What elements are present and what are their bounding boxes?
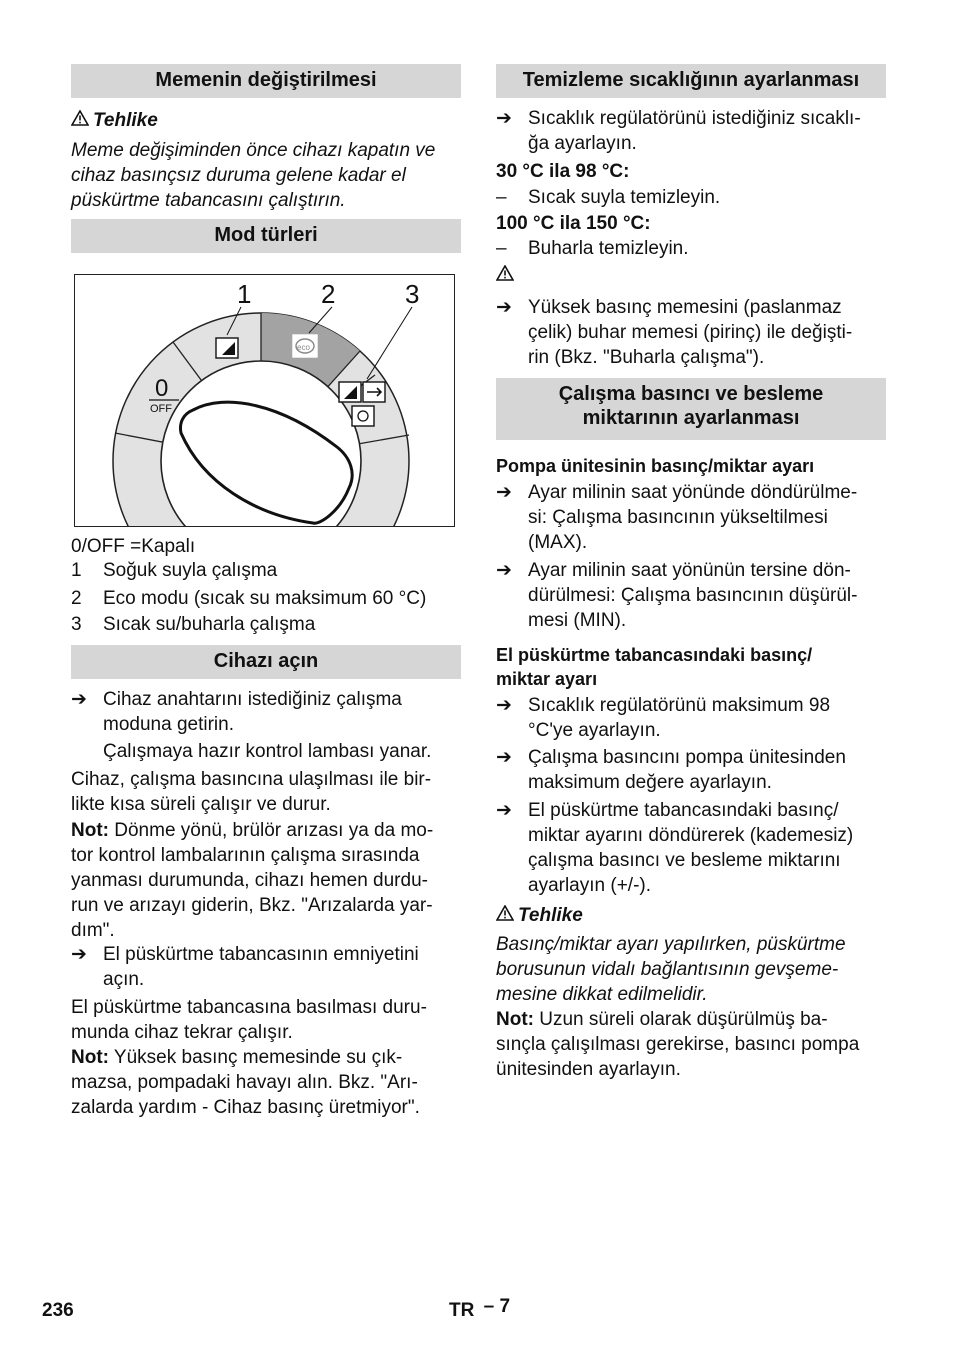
range-item: Sıcak suyla temizleyin. bbox=[528, 187, 721, 208]
dash-bullet: – bbox=[496, 238, 507, 259]
subheading-gun: El püskürtme tabancasındaki basınç/ bbox=[496, 645, 813, 665]
legend-off-key: 0/OFF = bbox=[71, 536, 142, 557]
note-line bbox=[71, 818, 433, 843]
step-text: ayarlayın (+/-). bbox=[528, 875, 652, 896]
footer-sep: – bbox=[483, 1296, 495, 1317]
section-heading-temperature: Temizleme sıcaklığının ayarlanması bbox=[496, 64, 886, 98]
step-text: Ayar milinin saat yönünün tersine dön- bbox=[528, 560, 851, 581]
legend-off bbox=[71, 534, 195, 559]
arrow-right-icon: ➔ bbox=[71, 944, 87, 965]
footer-num: 7 bbox=[499, 1296, 511, 1317]
dash-bullet: – bbox=[496, 187, 507, 208]
section-heading-pressure bbox=[496, 378, 886, 440]
paragraph-line: munda cihaz tekrar çalışır. bbox=[71, 1022, 293, 1043]
arrow-right-icon: ➔ bbox=[496, 297, 512, 318]
danger-text-line: borusunun vidalı bağlantısının gevşeme- bbox=[496, 959, 839, 980]
step-text: El püskürtme tabancasının emniyetini bbox=[103, 944, 419, 965]
page-number: 236 bbox=[42, 1300, 74, 1321]
paragraph-line: likte kısa süreli çalışır ve durur. bbox=[71, 794, 331, 815]
section-heading-switch-on: Cihazı açın bbox=[71, 645, 461, 679]
note-line: yanması durumunda, cihazı hemen durdu- bbox=[71, 870, 428, 891]
step-text: çelik) buhar memesi (pirinç) ile değişti- bbox=[528, 322, 853, 343]
step-text: rin (Bkz. "Buharla çalışma"). bbox=[528, 347, 765, 368]
note-line bbox=[496, 1007, 828, 1032]
arrow-right-icon: ➔ bbox=[496, 800, 512, 821]
step-text: Cihaz anahtarını istediğiniz çalışma bbox=[103, 689, 402, 710]
section-heading-nozzle-change: Memenin değiştirilmesi bbox=[71, 64, 461, 98]
note-line: tor kontrol lambalarının çalışma sırasında bbox=[71, 845, 420, 866]
danger-text-line: Basınç/miktar ayarı yapılırken, püskürtme bbox=[496, 934, 846, 955]
note-line: mazsa, pompadaki havayı alın. Bkz. "Arı- bbox=[71, 1072, 418, 1093]
arrow-right-icon: ➔ bbox=[496, 747, 512, 768]
note-label: Not: bbox=[496, 1009, 534, 1030]
danger-text-line: Meme değişiminden önce cihazı kapatın ve bbox=[71, 140, 436, 161]
mode-dial-drawing bbox=[75, 275, 455, 527]
note-text: Uzun süreli olarak düşürülmüş ba- bbox=[539, 1009, 828, 1030]
legend-item: Sıcak su/buharla çalışma bbox=[103, 614, 316, 635]
eco-label: eco bbox=[297, 343, 310, 352]
steam-icon bbox=[352, 406, 374, 426]
legend-number: 1 bbox=[71, 560, 82, 581]
note-line: sınçla çalışılması gerekirse, basıncı pompa bbox=[496, 1034, 860, 1055]
paragraph-line: El püskürtme tabancasına basılması duru- bbox=[71, 997, 427, 1018]
section-heading-modes: Mod türleri bbox=[71, 219, 461, 253]
legend-number: 2 bbox=[71, 588, 82, 609]
range-item: Buharla temizleyin. bbox=[528, 238, 689, 259]
range-heading: 30 °C ila 98 °C: bbox=[496, 161, 630, 182]
step-text: Çalışma basıncını pompa ünitesinden bbox=[528, 747, 846, 768]
step-text: açın. bbox=[103, 969, 145, 990]
warning-triangle-icon bbox=[496, 263, 514, 288]
note-text: Yüksek basınç memesinde su çık- bbox=[113, 1047, 403, 1068]
step-text: Sıcaklık regülatörünü maksimum 98 bbox=[528, 695, 831, 716]
step-text: Sıcaklık regülatörünü istediğiniz sıcaklı- bbox=[528, 108, 861, 129]
note-line bbox=[71, 1045, 402, 1070]
step-text: (MAX). bbox=[528, 532, 588, 553]
range-heading: 100 °C ila 150 °C: bbox=[496, 213, 651, 234]
note-line: zalarda yardım - Cihaz basınç üretmiyor". bbox=[71, 1097, 420, 1118]
heading-line: miktarının ayarlanması bbox=[582, 407, 800, 429]
danger-text-line: cihaz basınçsız duruma gelene kadar el bbox=[71, 165, 406, 186]
arrow-right-icon: ➔ bbox=[496, 108, 512, 129]
note-line: ünitesinden ayarlayın. bbox=[496, 1059, 681, 1080]
footer-section bbox=[449, 1296, 511, 1321]
note-label: Not: bbox=[71, 820, 109, 841]
danger-text-line: mesine dikkat edilmelidir. bbox=[496, 984, 708, 1005]
callout-1: 1 bbox=[237, 279, 252, 309]
step-text: mesi (MIN). bbox=[528, 610, 627, 631]
step-text: çalışma basıncı ve besleme miktarını bbox=[528, 850, 841, 871]
step-text: dürülmesi: Çalışma basıncının düşürül- bbox=[528, 585, 858, 606]
callout-3: 3 bbox=[405, 279, 420, 309]
arrow-right-icon: ➔ bbox=[496, 482, 512, 503]
step-text: miktar ayarını döndürerek (kademesiz) bbox=[528, 825, 854, 846]
paragraph-line: Cihaz, çalışma basıncına ulaşılması ile bir- bbox=[71, 769, 432, 790]
callout-2: 2 bbox=[321, 279, 336, 309]
danger-label: Tehlike bbox=[93, 110, 158, 131]
danger-label: Tehlike bbox=[518, 905, 583, 926]
legend-number: 3 bbox=[71, 614, 82, 635]
danger-text-line: püskürtme tabancasını çalıştırın. bbox=[71, 190, 346, 211]
subheading-gun: miktar ayarı bbox=[496, 669, 598, 689]
danger-heading bbox=[71, 108, 158, 133]
step-text: Ayar milinin saat yönünde döndürülme- bbox=[528, 482, 858, 503]
step-text: El püskürtme tabancasındaki basınç/ bbox=[528, 800, 839, 821]
step-text: maksimum değere ayarlayın. bbox=[528, 772, 772, 793]
danger-heading bbox=[496, 903, 583, 928]
step-text: si: Çalışma basıncının yükseltilmesi bbox=[528, 507, 828, 528]
subheading-pump: Pompa ünitesinin basınç/miktar ayarı bbox=[496, 456, 815, 476]
legend-item: Eco modu (sıcak su maksimum 60 °C) bbox=[103, 588, 427, 609]
arrow-right-icon: ➔ bbox=[496, 560, 512, 581]
step-note: Çalışmaya hazır kontrol lambası yanar. bbox=[103, 741, 432, 762]
legend-item: Soğuk suyla çalışma bbox=[103, 560, 278, 581]
note-line: run ve arızayı giderin, Bkz. "Arızalarda yar- bbox=[71, 895, 433, 916]
warning-triangle-icon bbox=[71, 108, 93, 133]
step-text: °C'ye ayarlayın. bbox=[528, 720, 661, 741]
arrow-right-icon: ➔ bbox=[71, 689, 87, 710]
note-text: Dönme yönü, brülör arızası ya da mo- bbox=[114, 820, 434, 841]
step-text: moduna getirin. bbox=[103, 714, 234, 735]
zero-label: 0 bbox=[155, 375, 169, 402]
note-label: Not: bbox=[71, 1047, 109, 1068]
note-line: dım". bbox=[71, 920, 115, 941]
off-label: OFF bbox=[150, 403, 172, 415]
step-text: Yüksek basınç memesini (paslanmaz bbox=[528, 297, 842, 318]
mode-dial-figure bbox=[74, 274, 455, 527]
warning-triangle-icon bbox=[496, 903, 518, 928]
heading-line: Çalışma basıncı ve besleme bbox=[558, 383, 824, 405]
arrow-right-icon: ➔ bbox=[496, 695, 512, 716]
step-text: ğa ayarlayın. bbox=[528, 133, 637, 154]
legend-off-value: Kapalı bbox=[141, 536, 196, 557]
footer-lang: TR bbox=[449, 1300, 475, 1321]
